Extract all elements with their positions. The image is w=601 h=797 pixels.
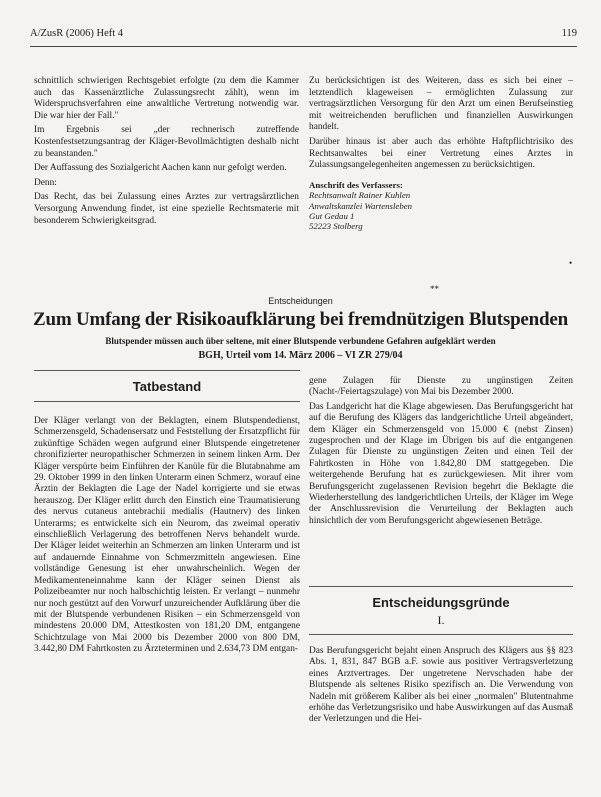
gruende-column bbox=[309, 646, 573, 729]
paragraph: schnittlich schwierigen Rechtsgebiet erfolgte (zu dem die Kammer auch das Kassenärztliche Zulassungsrecht zählt), wenn im Widerspruchsverfahren eine anwaltliche Vertretung notwendig war. Die war hier der Fall." bbox=[34, 76, 299, 121]
paragraph: Das Recht, das bei Zulassung eines Arztes zur vertragsärztlichen Versorgung Anwendung findet, ist eine spezielle Rechtsmaterie mit besonderem Schwierigkeitsgrad. bbox=[34, 192, 299, 226]
author-address bbox=[309, 180, 573, 232]
paragraph: Das Landgericht hat die Klage abgewiesen. Das Berufungsgericht hat auf die Berufung des Klägers das landgerichtliche Urteil abgeändert, dem Kläger ein Schmerzensgeld von 15.000 € (nebst Zinsen) zugesprochen und der Klage im Übrigen bis auf die entgangenen Zulagen für Dienste zu ungünstigen Zeiten und einen Teil der Fahrtkosten in Höhe von 1.842,80 DM stattgegeben. Die weitergehende Berufung hat es zurückgewiesen. Mit ihrer vom Berufungsgericht zugelassenen Revision begehrt die Beklagte die Wiederherstellung des landgerichtlichen Urteils, der Kläger im Wege der Anschlussrevision die Verurteilung der Beklagten auch hinsichtlich der vom Berufungsgericht abgewiesenen Beträge. bbox=[309, 401, 573, 526]
article-title: Zum Umfang der Risikoaufklärung bei fremdnützigen Blutspenden bbox=[32, 309, 568, 330]
divider bbox=[309, 586, 573, 587]
gruende-heading: Entscheidungsgründe bbox=[372, 595, 510, 610]
author-label: Anschrift des Verfassers: bbox=[309, 179, 403, 190]
paragraph: Im Ergebnis sei „der rechnerisch zutreffende Kostenfestsetzungsantrag der Kläger-Bevollmächtigten deshalb nicht zu beanstanden." bbox=[34, 125, 299, 159]
paragraph: Der Kläger verlangt von der Beklagten, einem Blutspendedienst, Schmerzensgeld, Schadensersatz und Feststellung der Ersatzpflicht für zukünftige Schäden wegen aufgrund einer Blutspende eingetretener chronifizierter neuropathischer Schmerzen in seinem linken Arm. Der Kläger verspürte beim Einführen der Kanüle für die Blutabnahme am 29. Oktober 1999 in den linken Unterarm einen Schmerz, worauf eine Ärztin der Beklagten die Lage der Nadel korrigierte und sie etwas herauszog. Der Kläger erlitt durch den Einstich eine Traumatisierung des nervus cutaneus antebrachii medialis (Hautnerv) des linken Unterarms; es entwickelte sich ein Neurom, das zweimal operativ einschließlich Verlagerung des betroffenen Nervs behandelt wurde. Der Kläger leidet weiterhin an Schmerzen am linken Unterarm und ist auf andauernde Einnahme von Schmerzmitteln angewiesen. Eine vollständige Genesung ist eher unwahrscheinlich. Wegen der Medikamenteneinnahme kann der Kläger seinen Dienst als Polizeibeamter nur noch halbschichtig leisten. Er verlangt – nunmehr nur noch gestützt auf den Vorwurf unzureichender Aufklärung über die mit der Blutspende verbundenen Risiken – ein Schmerzensgeld von mindestens 20.000 DM, Attestkosten von 181,20 DM, entgangene Schichtzulage von Mai 2000 bis Dezember 2000 von 800 DM, 3.442,80 DM Fahrtkosten zu Ärzteterminen und 2.634,73 DM entgan- bbox=[34, 416, 300, 655]
running-header bbox=[30, 28, 577, 44]
paragraph: Denn: bbox=[34, 177, 57, 188]
author-line: 52223 Stolberg bbox=[309, 221, 363, 232]
divider bbox=[34, 401, 300, 402]
header-rule bbox=[30, 46, 577, 47]
journal-issue: A/ZusR (2006) Heft 4 bbox=[30, 28, 124, 39]
paragraph: Das Berufungsgericht bejaht einen Anspruch des Klägers aus §§ 823 Abs. 1, 831, 847 BGB a.F. sowie aus positiver Vertragsverletzung eines Arztvertrages. Der ungetretene Nervschaden habe der Blutspende als seltenes Risiko spezifisch an. Die Verwendung von Nadeln mit größerem Kaliber als bei einer „normalen" Blutentnahme erhöhe das Verletzungsrisiko und habe Auswirkungen auf das Ausmaß der Verletzungen und die Hei- bbox=[309, 646, 573, 725]
author-line: Anwaltskanzlei Wartensleben bbox=[309, 200, 413, 211]
author-line: Gut Gedau 1 bbox=[309, 210, 355, 221]
section-numeral: I. bbox=[437, 613, 445, 627]
ornament-mark: ** bbox=[430, 284, 439, 294]
tatbestand-heading: Tatbestand bbox=[132, 379, 202, 394]
paragraph: Zu berücksichtigen ist des Weiteren, dass es sich bei einer – letztendlich klageweisen – ermöglichten Zulassung zur vertragsärztlichen Versorgung für den Arzt um einen Berufseinstieg mit weitreichenden beruflichen und finanziellen Auswirkungen handelt. bbox=[309, 76, 573, 133]
paragraph: Darüber hinaus ist aber auch das erhöhte Haftpflichtrisiko des Rechtsanwaltes bei einer Vertretung eines Arztes in Zulassungsangelegenheiten angemessen zu berücksichtigen. bbox=[309, 136, 573, 171]
tatbestand-column bbox=[34, 416, 300, 659]
top-left-column bbox=[34, 76, 299, 230]
divider bbox=[309, 634, 573, 635]
paragraph: gene Zulagen für Dienste zu ungünstigen Zeiten (Nacht-/Feiertagszulage) von Mai bis Dezember 2000. bbox=[309, 376, 573, 398]
court-citation: BGH, Urteil vom 14. März 2006 – VI ZR 279/04 bbox=[198, 350, 403, 361]
paragraph: Der Auffassung des Sozialgericht Aachen kann nur gefolgt werden. bbox=[34, 163, 287, 174]
article-subtitle: Blutspender müssen auch über seltene, mit einer Blutspende verbundene Gefahren aufgeklärt werden bbox=[105, 336, 496, 346]
top-right-column bbox=[309, 76, 573, 232]
page-number: 119 bbox=[561, 28, 577, 39]
author-line: Rechtsanwalt Rainer Kuhlen bbox=[309, 190, 411, 201]
right-continuation-column bbox=[309, 376, 573, 530]
bullet-mark: • bbox=[569, 258, 573, 268]
section-label: Entscheidungen bbox=[268, 296, 333, 306]
divider bbox=[34, 370, 300, 371]
